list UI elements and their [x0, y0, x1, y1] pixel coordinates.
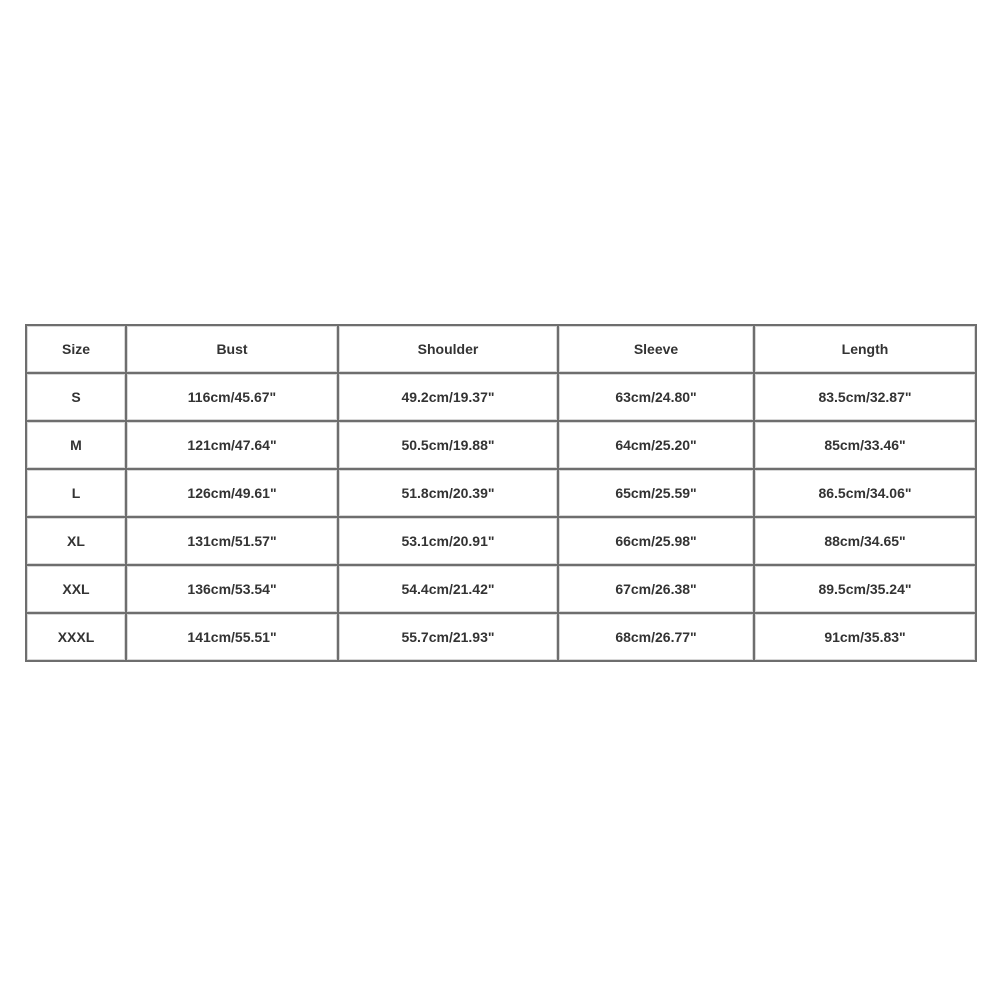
cell-size: L [26, 469, 126, 517]
size-chart-table [25, 324, 977, 662]
cell-size: M [26, 421, 126, 469]
cell-sleeve: 67cm/26.38" [558, 565, 754, 613]
header-bust: Bust [126, 325, 338, 373]
cell-length: 89.5cm/35.24" [754, 565, 976, 613]
cell-size: XXXL [26, 613, 126, 661]
cell-bust: 116cm/45.67" [126, 373, 338, 421]
cell-shoulder: 54.4cm/21.42" [338, 565, 558, 613]
table-row [26, 373, 976, 421]
cell-size: XXL [26, 565, 126, 613]
table-row [26, 517, 976, 565]
cell-size: XL [26, 517, 126, 565]
header-length: Length [754, 325, 976, 373]
cell-length: 88cm/34.65" [754, 517, 976, 565]
cell-length: 91cm/35.83" [754, 613, 976, 661]
table-row [26, 469, 976, 517]
cell-sleeve: 65cm/25.59" [558, 469, 754, 517]
table-row [26, 565, 976, 613]
cell-shoulder: 53.1cm/20.91" [338, 517, 558, 565]
cell-bust: 121cm/47.64" [126, 421, 338, 469]
cell-sleeve: 64cm/25.20" [558, 421, 754, 469]
cell-sleeve: 66cm/25.98" [558, 517, 754, 565]
table-row [26, 421, 976, 469]
cell-length: 85cm/33.46" [754, 421, 976, 469]
cell-length: 83.5cm/32.87" [754, 373, 976, 421]
header-size: Size [26, 325, 126, 373]
header-sleeve: Sleeve [558, 325, 754, 373]
cell-shoulder: 49.2cm/19.37" [338, 373, 558, 421]
header-shoulder: Shoulder [338, 325, 558, 373]
cell-length: 86.5cm/34.06" [754, 469, 976, 517]
cell-sleeve: 63cm/24.80" [558, 373, 754, 421]
header-row [26, 325, 976, 373]
cell-bust: 141cm/55.51" [126, 613, 338, 661]
table-row [26, 613, 976, 661]
cell-size: S [26, 373, 126, 421]
cell-shoulder: 51.8cm/20.39" [338, 469, 558, 517]
cell-shoulder: 50.5cm/19.88" [338, 421, 558, 469]
cell-bust: 126cm/49.61" [126, 469, 338, 517]
cell-bust: 136cm/53.54" [126, 565, 338, 613]
cell-bust: 131cm/51.57" [126, 517, 338, 565]
cell-shoulder: 55.7cm/21.93" [338, 613, 558, 661]
cell-sleeve: 68cm/26.77" [558, 613, 754, 661]
